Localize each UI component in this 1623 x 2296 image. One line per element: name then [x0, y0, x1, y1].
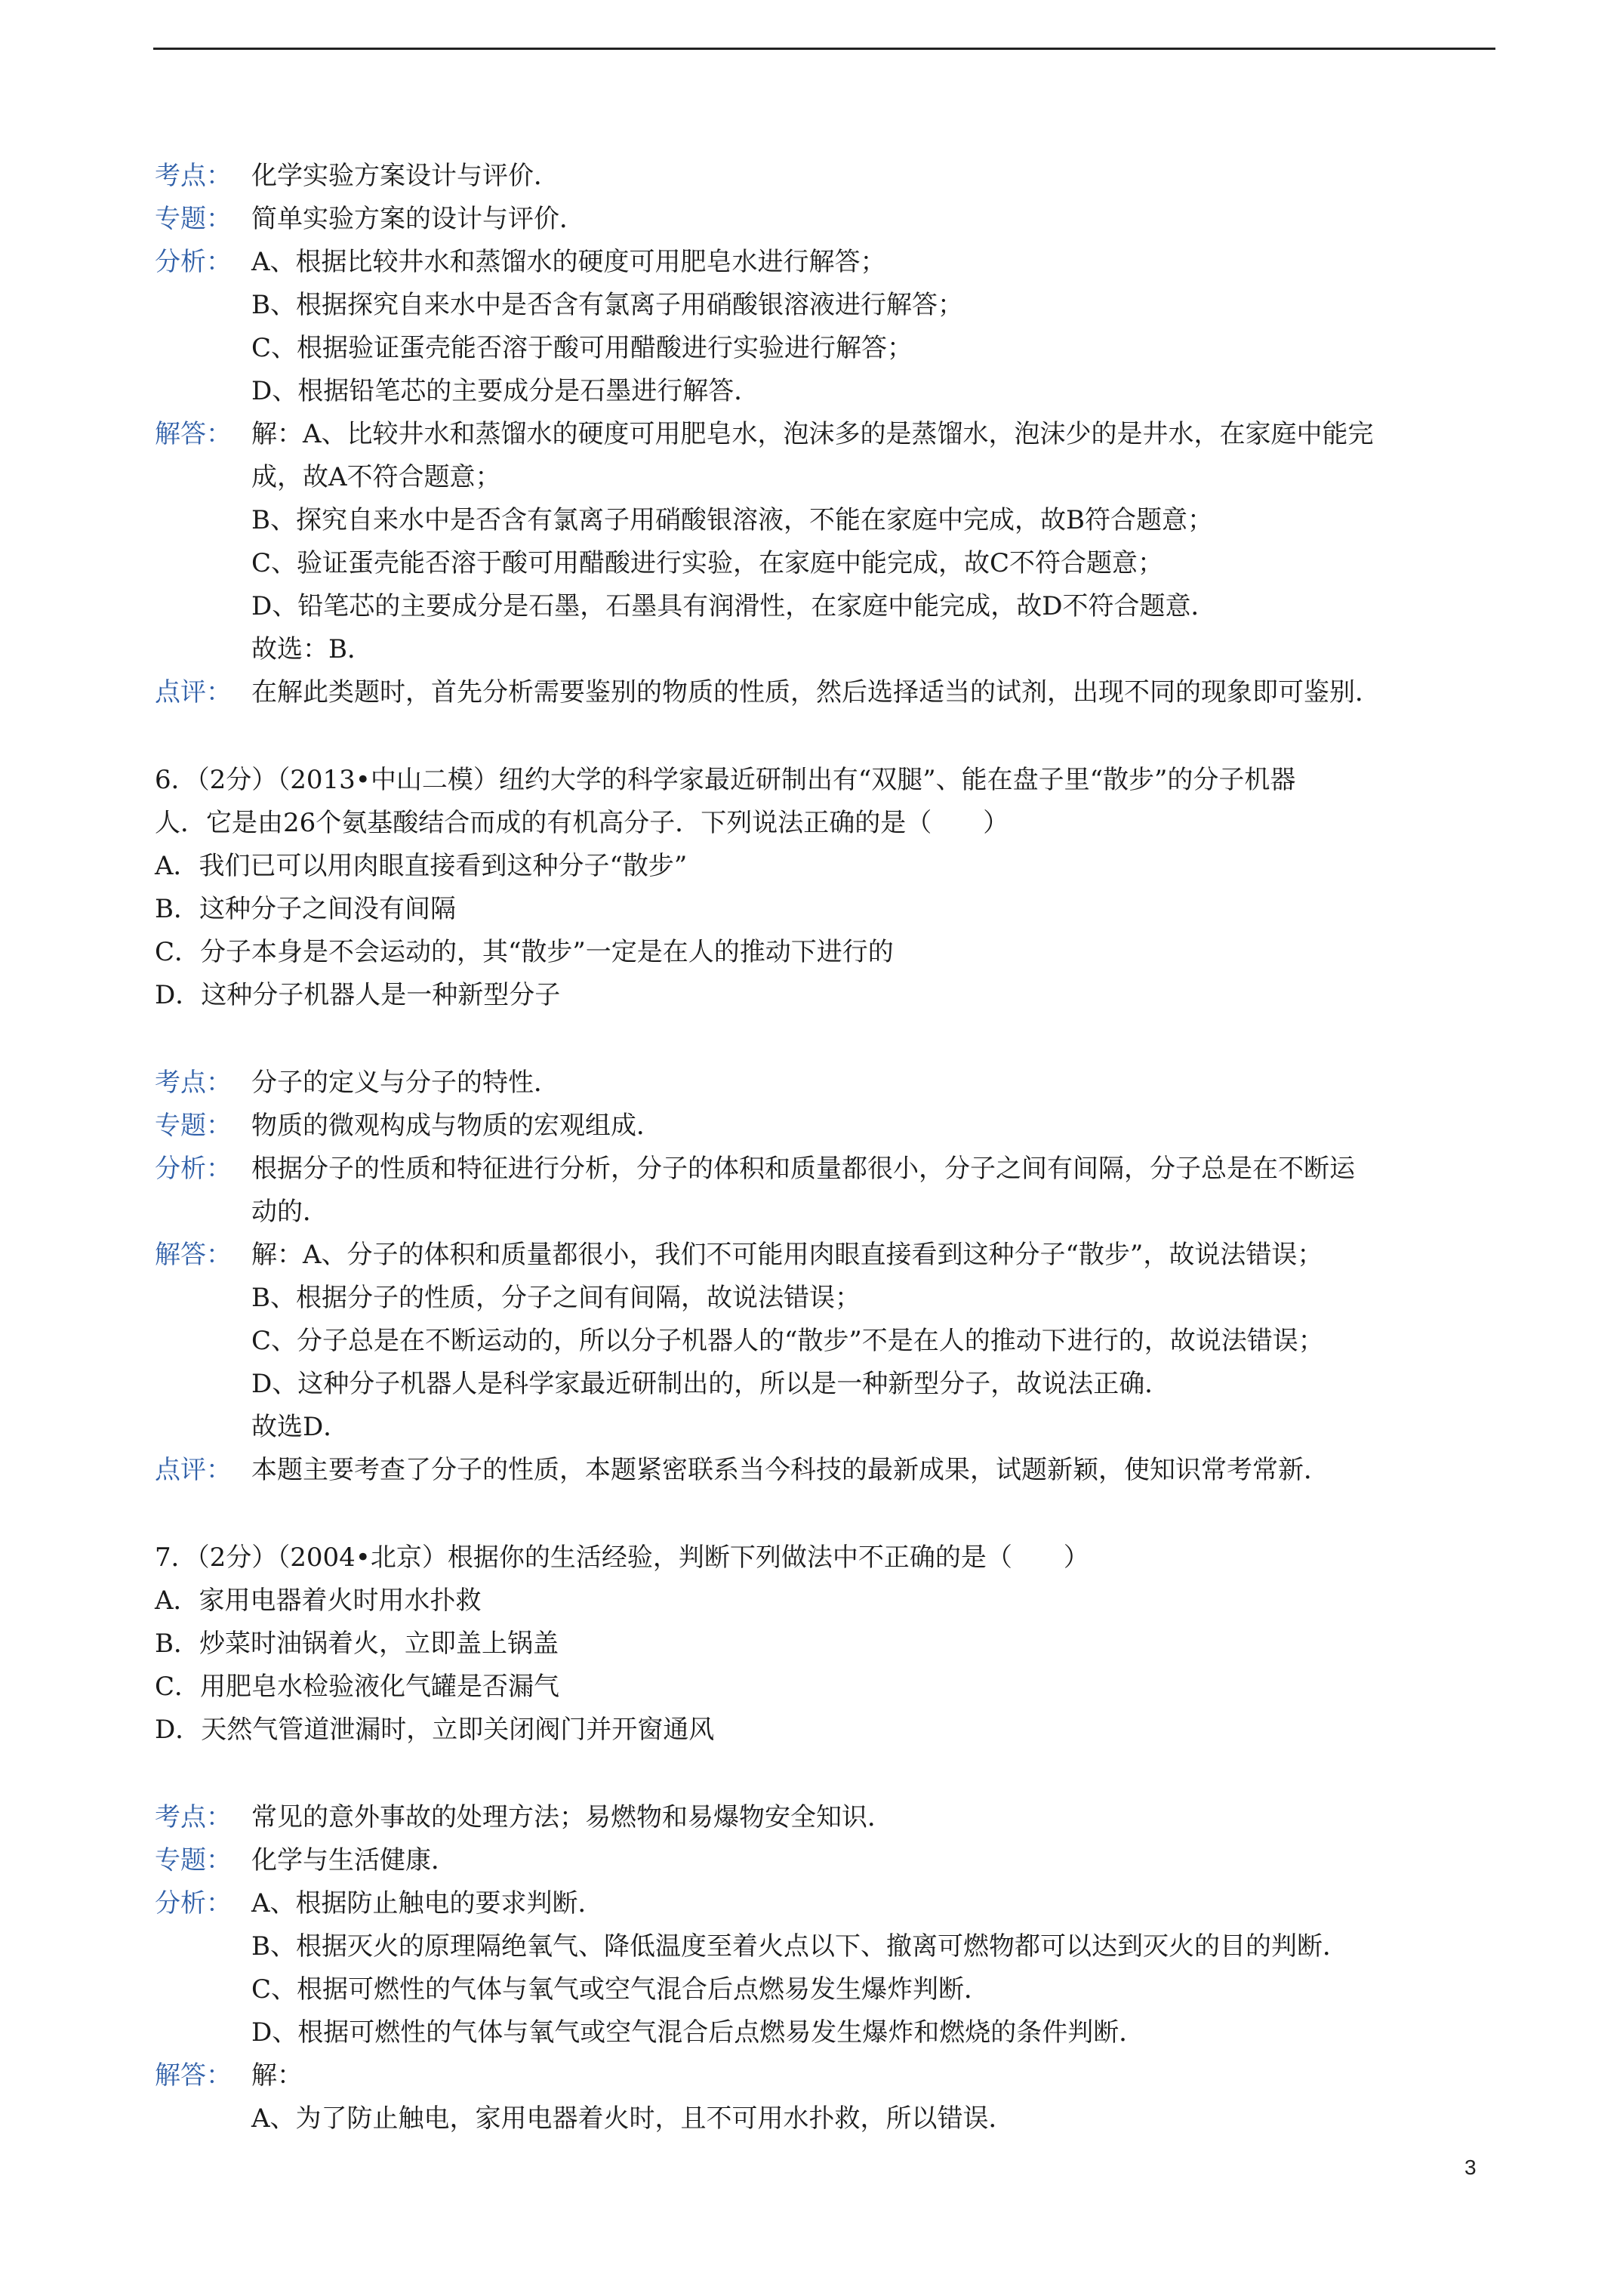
page-number: 3 [1464, 2156, 1477, 2179]
q7-fenxi-line-4: D、根据可燃性的气体与氧气或空气混合后点燃易发生爆炸和燃烧的条件判断． [251, 2017, 1145, 2048]
q7-option-c: C．用肥皂水检验液化气罐是否漏气 [155, 1672, 560, 1702]
kaodian-label: 考点： [155, 161, 232, 191]
q6-option-d: D．这种分子机器人是一种新型分子 [155, 980, 561, 1010]
q7-option-d: D．天然气管道泄漏时，立即关闭阀门并开窗通风 [155, 1715, 715, 1745]
header-rule [153, 48, 1495, 50]
q7-fenxi-line-3: C、根据可燃性的气体与氧气或空气混合后点燃易发生爆炸判断． [251, 1974, 990, 2005]
q6-jieda-line-5: 故选D． [251, 1412, 350, 1442]
q5-jieda-line-2: 成，故A不符合题意； [251, 462, 501, 492]
q6-jieda-line-3: C、分子总是在不断运动的，所以分子机器人的“散步”不是在人的推动下进行的，故说法错误； [251, 1326, 1324, 1356]
q5-jieda-line-3: B、探究自来水中是否含有氯离子用硝酸银溶液，不能在家庭中完成，故B符合题意； [251, 505, 1213, 535]
fenxi-label: 分析： [155, 1154, 232, 1184]
q6-option-c: C．分子本身是不会运动的，其“散步”一定是在人的推动下进行的 [155, 937, 894, 967]
q6-jieda-line-2: B、根据分子的性质，分子之间有间隔，故说法错误； [251, 1283, 861, 1313]
q5-kaodian-text: 化学实验方案设计与评价． [251, 161, 559, 191]
q6-jieda-line-4: D、这种分子机器人是科学家最近研制出的，所以是一种新型分子，故说法正确． [251, 1369, 1171, 1399]
q7-fenxi-line-1: A、根据防止触电的要求判断． [251, 1888, 604, 1918]
q6-dianping-text: 本题主要考查了分子的性质，本题紧密联系当今科技的最新成果，试题新颖，使知识常考常新． [251, 1455, 1329, 1485]
zhuanti-label: 专题： [155, 1845, 232, 1875]
zhuanti-label: 专题： [155, 204, 232, 234]
q6-jieda-line-1: 解：A、分子的体积和质量都很小，我们不可能用肉眼直接看到这种分子“散步”，故说法错误； [251, 1240, 1323, 1270]
dianping-label: 点评： [155, 677, 232, 707]
q6-fenxi-line-1: 根据分子的性质和特征进行分析，分子的体积和质量都很小，分子之间有间隔，分子总是在不断运 [251, 1154, 1355, 1184]
q5-fenxi-line-3: C、根据验证蛋壳能否溶于酸可用醋酸进行实验进行解答； [251, 333, 913, 363]
q7-option-a: A．家用电器着火时用水扑救 [155, 1586, 482, 1616]
q7-kaodian-text: 常见的意外事故的处理方法；易燃物和易爆物安全知识． [251, 1802, 893, 1832]
jieda-label: 解答： [155, 2060, 232, 2091]
q6-stem-line-1: 6．（2分）（2013•中山二模）纽约大学的科学家最近研制出有“双腿”、能在盘子里“散步”的分子机器 [155, 765, 1296, 795]
dianping-label: 点评： [155, 1455, 232, 1485]
q6-option-a: A．我们已可以用肉眼直接看到这种分子“散步” [155, 851, 688, 881]
q6-fenxi-line-2: 动的． [251, 1197, 328, 1227]
q6-option-b: B．这种分子之间没有间隔 [155, 894, 456, 924]
kaodian-label: 考点： [155, 1068, 232, 1098]
q6-stem-line-2: 人．它是由26个氨基酸结合而成的有机高分子．下列说法正确的是（ ） [155, 808, 1009, 838]
q6-kaodian-text: 分子的定义与分子的特性． [251, 1068, 559, 1098]
q5-fenxi-line-1: A、根据比较井水和蒸馏水的硬度可用肥皂水进行解答； [251, 247, 886, 277]
q5-jieda-line-4: C、验证蛋壳能否溶于酸可用醋酸进行实验，在家庭中能完成，故C不符合题意； [251, 548, 1164, 578]
kaodian-label: 考点： [155, 1802, 232, 1832]
q5-jieda-line-5: D、铅笔芯的主要成分是石墨，石墨具有润滑性，在家庭中能完成，故D不符合题意． [251, 591, 1217, 621]
q6-zhuanti-text: 物质的微观构成与物质的宏观组成． [251, 1111, 662, 1141]
q5-fenxi-line-4: D、根据铅笔芯的主要成分是石墨进行解答． [251, 376, 760, 406]
q5-zhuanti-text: 简单实验方案的设计与评价． [251, 204, 585, 234]
q7-stem-line-1: 7．（2分）（2004•北京）根据你的生活经验，判断下列做法中不正确的是（ ） [155, 1542, 1089, 1573]
q7-zhuanti-text: 化学与生活健康． [251, 1845, 457, 1875]
q7-fenxi-line-2: B、根据灭火的原理隔绝氧气、降低温度至着火点以下、撤离可燃物都可以达到灭火的目的判断． [251, 1931, 1348, 1962]
q7-jieda-line-1: 解： [251, 2060, 303, 2091]
zhuanti-label: 专题： [155, 1111, 232, 1141]
q7-option-b: B．炒菜时油锅着火，立即盖上锅盖 [155, 1629, 559, 1659]
q5-dianping-text: 在解此类题时，首先分析需要鉴别的物质的性质，然后选择适当的试剂，出现不同的现象即可鉴别． [251, 677, 1381, 707]
jieda-label: 解答： [155, 1240, 232, 1270]
q5-jieda-line-6: 故选：B． [251, 634, 373, 664]
q5-fenxi-line-2: B、根据探究自来水中是否含有氯离子用硝酸银溶液进行解答； [251, 290, 963, 320]
fenxi-label: 分析： [155, 247, 232, 277]
jieda-label: 解答： [155, 419, 232, 449]
fenxi-label: 分析： [155, 1888, 232, 1918]
q7-jieda-line-2: A、为了防止触电，家用电器着火时，且不可用水扑救，所以错误． [251, 2103, 1015, 2134]
q5-jieda-line-1: 解：A、比较井水和蒸馏水的硬度可用肥皂水，泡沫多的是蒸馏水，泡沫少的是井水，在家庭中能完 [251, 419, 1374, 449]
